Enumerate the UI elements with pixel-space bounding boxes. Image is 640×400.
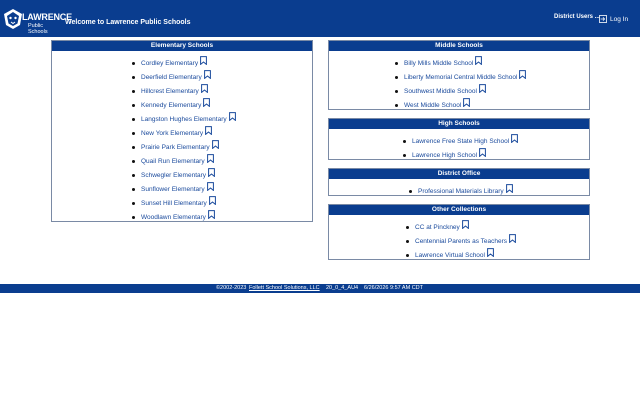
- bullet-icon: [403, 140, 406, 143]
- bookmark-icon[interactable]: [479, 148, 486, 157]
- bullet-icon: [395, 90, 398, 93]
- collection-link[interactable]: Kennedy Elementary: [141, 102, 202, 109]
- collection-link[interactable]: Hillcrest Elementary: [141, 88, 199, 95]
- bookmark-icon[interactable]: [208, 168, 215, 177]
- list-item: [132, 186, 214, 193]
- district-office-panel: [328, 168, 590, 196]
- list-item: [132, 200, 216, 207]
- collection-link[interactable]: Sunset Hill Elementary: [141, 200, 207, 207]
- bullet-icon: [406, 240, 409, 243]
- collection-link[interactable]: Schwegler Elementary: [141, 172, 207, 179]
- footer-timestamp: 6/26/2026 9:57 AM CDT: [364, 285, 424, 291]
- bookmark-icon[interactable]: [200, 56, 207, 65]
- list-item: [132, 130, 212, 137]
- bookmark-icon[interactable]: [207, 154, 214, 163]
- bullet-icon: [132, 76, 135, 79]
- list-item: [395, 88, 486, 95]
- collection-link[interactable]: Quail Run Elementary: [141, 158, 205, 165]
- site-title: Welcome to Lawrence Public Schools: [65, 19, 191, 26]
- middle-schools-panel: [328, 40, 590, 110]
- top-header: [0, 0, 640, 37]
- bookmark-icon[interactable]: [201, 84, 208, 93]
- list-item: [132, 144, 219, 151]
- collection-link[interactable]: Langston Hughes Elementary: [141, 116, 227, 123]
- bullet-icon: [132, 132, 135, 135]
- list-item: [406, 252, 494, 259]
- footer-bar: [0, 284, 640, 293]
- login-button[interactable]: [599, 13, 628, 25]
- bullet-icon: [409, 190, 412, 193]
- bookmark-icon[interactable]: [229, 112, 236, 121]
- bullet-icon: [395, 76, 398, 79]
- bookmark-icon[interactable]: [208, 210, 215, 219]
- login-icon: [599, 15, 607, 23]
- bullet-icon: [132, 160, 135, 163]
- collection-link[interactable]: Woodlawn Elementary: [141, 214, 206, 221]
- bookmark-icon[interactable]: [203, 98, 210, 107]
- bookmark-icon[interactable]: [506, 184, 513, 193]
- footer-copyright: ©2002-2023: [216, 285, 247, 291]
- bullet-icon: [395, 104, 398, 107]
- bookmark-icon[interactable]: [519, 70, 526, 79]
- list-item: [132, 116, 236, 123]
- list-item: [403, 152, 486, 159]
- bookmark-icon[interactable]: [204, 70, 211, 79]
- panel-title: Other Collections: [329, 205, 589, 215]
- list-item: [132, 60, 207, 67]
- district-logo[interactable]: [2, 2, 72, 35]
- logo-wordmark: LAWRENCE: [22, 12, 72, 22]
- list-item: [132, 172, 215, 179]
- bookmark-icon[interactable]: [462, 220, 469, 229]
- bookmark-icon[interactable]: [475, 56, 482, 65]
- collection-link[interactable]: Cordley Elementary: [141, 60, 199, 67]
- bookmark-icon[interactable]: [209, 196, 216, 205]
- collection-link[interactable]: Centennial Parents as Teachers: [415, 238, 508, 245]
- list-item: [406, 224, 469, 231]
- bookmark-icon[interactable]: [509, 234, 516, 243]
- collection-link[interactable]: Sunflower Elementary: [141, 186, 205, 193]
- panel-title: Elementary Schools: [52, 41, 312, 51]
- collection-link[interactable]: Prairie Park Elementary: [141, 144, 210, 151]
- bullet-icon: [132, 174, 135, 177]
- list-item: [403, 138, 518, 145]
- collection-link[interactable]: Liberty Memorial Central Middle School: [404, 74, 518, 81]
- high-schools-panel: [328, 118, 590, 160]
- bullet-icon: [132, 146, 135, 149]
- bullet-icon: [132, 202, 135, 205]
- list-item: [395, 60, 482, 67]
- collection-link[interactable]: Professional Materials Library: [418, 188, 504, 195]
- collection-link[interactable]: New York Elementary: [141, 130, 204, 137]
- bookmark-icon[interactable]: [487, 248, 494, 257]
- bullet-icon: [132, 216, 135, 219]
- bookmark-icon[interactable]: [463, 98, 470, 107]
- panel-title: District Office: [329, 169, 589, 179]
- list-item: [406, 238, 516, 245]
- bullet-icon: [132, 90, 135, 93]
- district-users-link[interactable]: District Users ...: [554, 14, 600, 20]
- bullet-icon: [395, 62, 398, 65]
- collection-link[interactable]: Lawrence Free State High School: [412, 138, 510, 145]
- list-item: [132, 214, 215, 221]
- bullet-icon: [132, 118, 135, 121]
- collection-link[interactable]: Southwest Middle School: [404, 88, 477, 95]
- collection-link[interactable]: Billy Mills Middle School: [404, 60, 474, 67]
- list-item: [132, 88, 208, 95]
- bullet-icon: [406, 226, 409, 229]
- collection-link[interactable]: CC at Pinckney: [415, 224, 460, 231]
- bullet-icon: [132, 188, 135, 191]
- list-item: [395, 102, 470, 109]
- bookmark-icon[interactable]: [207, 182, 214, 191]
- bullet-icon: [132, 62, 135, 65]
- collection-link[interactable]: West Middle School: [404, 102, 462, 109]
- list-item: [132, 74, 211, 81]
- bookmark-icon[interactable]: [511, 134, 518, 143]
- other-collections-panel: [328, 204, 590, 260]
- login-label: Log In: [610, 15, 629, 23]
- list-item: [409, 188, 513, 195]
- bookmark-icon[interactable]: [212, 140, 219, 149]
- bullet-icon: [406, 254, 409, 257]
- bookmark-icon[interactable]: [205, 126, 212, 135]
- elementary-schools-panel: [51, 40, 313, 222]
- lion-logo-icon: [2, 8, 24, 30]
- logo-subtitle: Public Schools: [28, 23, 48, 35]
- bullet-icon: [403, 154, 406, 157]
- panel-title: High Schools: [329, 119, 589, 129]
- footer-company-link[interactable]: Follett School Solutions, LLC: [249, 285, 320, 291]
- collection-link[interactable]: Lawrence High School: [412, 152, 478, 159]
- list-item: [132, 158, 214, 165]
- bullet-icon: [132, 104, 135, 107]
- bookmark-icon[interactable]: [479, 84, 486, 93]
- list-item: [395, 74, 526, 81]
- collection-link[interactable]: Deerfield Elementary: [141, 74, 202, 81]
- footer-version: 20_0_4_AU4: [326, 285, 359, 291]
- list-item: [132, 102, 210, 109]
- panel-title: Middle Schools: [329, 41, 589, 51]
- collection-link[interactable]: Lawrence Virtual School: [415, 252, 485, 259]
